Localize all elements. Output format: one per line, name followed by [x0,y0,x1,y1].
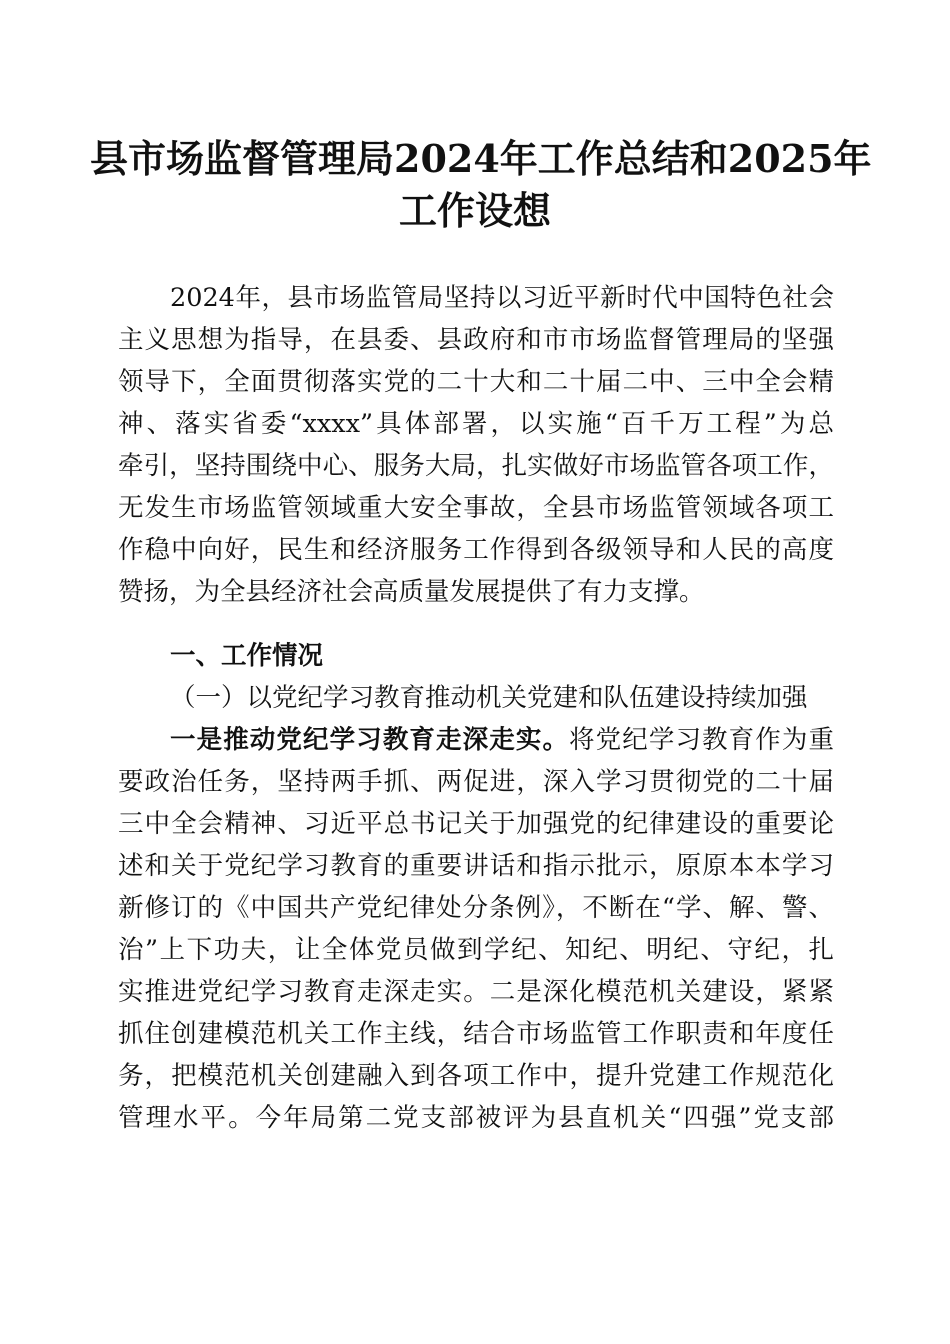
intro-line: 赞扬，为全县经济社会高质量发展提供了有力支撑。 [118,577,705,607]
intro-line: 神、落实省委“xxxx”具体部署，以实施“百千万工程”为总 [118,409,834,439]
paragraph-line: 要政治任务，坚持两手抓、两促进，深入学习贯彻党的二十届 [118,767,834,797]
paragraph-line: 务，把模范机关创建融入到各项工作中，提升党建工作规范化 [118,1061,834,1091]
intro-line: 作稳中向好，民生和经济服务工作得到各级领导和人民的高度 [118,535,834,565]
intro-line: 牵引，坚持围绕中心、服务大局，扎实做好市场监管各项工作， [118,451,834,481]
paragraph-line: 实推进党纪学习教育走深走实。二是深化模范机关建设，紧紧 [118,977,834,1007]
paragraph-first-line [170,720,834,760]
section-heading: 一、工作情况 [170,641,324,671]
intro-line: 无发生市场监管领域重大安全事故，全县市场监管领域各项工 [118,493,834,523]
paragraph-line: 管理水平。今年局第二党支部被评为县直机关“四强”党支部 [118,1103,834,1133]
intro-line: 主义思想为指导，在县委、县政府和市市场监督管理局的坚强 [118,325,834,355]
paragraph-line: 述和关于党纪学习教育的重要讲话和指示批示，原原本本学习 [118,851,834,881]
paragraph-line: 新修订的《中国共产党纪律处分条例》，不断在“学、解、警、 [118,893,834,923]
title-line-2: 工作设想 [398,188,551,233]
intro-line: 领导下，全面贯彻落实党的二十大和二十届二中、三中全会精 [118,367,834,397]
document-title [90,133,872,237]
paragraph-lead: 一是推动党纪学习教育走深走实。 [170,725,570,755]
subsection-heading: （一）以党纪学习教育推动机关党建和队伍建设持续加强 [170,683,808,713]
title-line-1: 县市场监督管理局2024年工作总结和2025年 [90,136,872,181]
intro-line: 2024年，县市场监管局坚持以习近平新时代中国特色社会 [170,283,834,313]
paragraph-line: 治”上下功夫，让全体党员做到学纪、知纪、明纪、守纪，扎 [118,935,834,965]
paragraph-first-rest: 将党纪学习教育作为重 [569,725,834,755]
paragraph-line: 抓住创建模范机关工作主线，结合市场监管工作职责和年度任 [118,1019,834,1049]
paragraph-line: 三中全会精神、习近平总书记关于加强党的纪律建设的重要论 [118,809,834,839]
